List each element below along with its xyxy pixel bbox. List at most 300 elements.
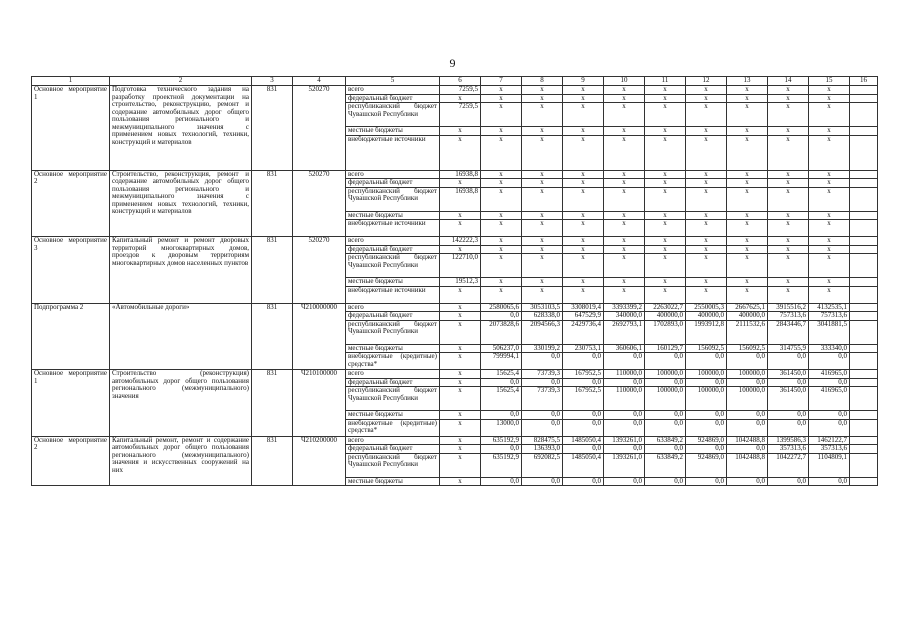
amount-cell: x: [645, 135, 686, 170]
amount-cell: x: [440, 286, 481, 303]
grbs-code-cell: 831: [252, 436, 293, 486]
amount-cell: 416965,0: [809, 387, 850, 411]
empty-cell: [850, 378, 878, 387]
amount-cell: 340000,0: [604, 312, 645, 321]
amount-cell: 0,0: [686, 378, 727, 387]
amount-cell: 400000,0: [686, 312, 727, 321]
table-row: [32, 370, 878, 379]
amount-cell: x: [686, 127, 727, 136]
amount-cell: x: [768, 179, 809, 188]
amount-cell: 100000,0: [727, 387, 768, 411]
amount-cell: x: [481, 127, 522, 136]
amount-cell: 3041881,5: [809, 320, 850, 344]
amount-cell: x: [440, 411, 481, 420]
funding-source-cell: местные бюджеты: [346, 278, 440, 287]
funding-source-cell: внебюджетные источники: [346, 135, 440, 170]
amount-cell: x: [481, 179, 522, 188]
amount-cell: 167952,5: [563, 387, 604, 411]
amount-cell: x: [563, 187, 604, 211]
funding-source-cell: республиканский бюджет Чувашской Республики: [346, 187, 440, 211]
amount-cell: 0,0: [481, 312, 522, 321]
amount-cell: x: [563, 179, 604, 188]
amount-cell: x: [563, 245, 604, 254]
event-name-cell: Капитальный ремонт и ремонт дворовых территорий многоквартирных домов, проездов к дворовым территориям многоквартирных домов населенных пунктов: [110, 237, 252, 304]
amount-cell: x: [768, 103, 809, 127]
event-name-cell: Строительство (реконструкция) автомобильных дорог общего пользования регионального (межмуниципального) значения: [110, 370, 252, 437]
amount-cell: x: [645, 286, 686, 303]
amount-cell: 160129,7: [645, 344, 686, 353]
amount-cell: 110000,0: [604, 387, 645, 411]
amount-cell: x: [645, 187, 686, 211]
amount-cell: 0,0: [522, 419, 563, 436]
amount-cell: x: [604, 245, 645, 254]
amount-cell: x: [481, 220, 522, 237]
amount-cell: x: [604, 179, 645, 188]
amount-cell: 757313,6: [809, 312, 850, 321]
column-number: 11: [645, 77, 686, 86]
amount-cell: 333340,0: [809, 344, 850, 353]
amount-cell: 633849,2: [645, 436, 686, 445]
amount-cell: x: [481, 254, 522, 278]
amount-cell: 0,0: [604, 419, 645, 436]
amount-cell: x: [727, 211, 768, 220]
amount-cell: x: [522, 254, 563, 278]
amount-cell: x: [563, 170, 604, 179]
amount-cell: x: [604, 220, 645, 237]
grbs-code-cell: 831: [252, 237, 293, 304]
amount-cell: 2111532,6: [727, 320, 768, 344]
amount-cell: 19512,3: [440, 278, 481, 287]
funding-source-cell: федеральный бюджет: [346, 312, 440, 321]
amount-cell: x: [809, 179, 850, 188]
event-name-cell: «Автомобильные дороги»: [110, 303, 252, 370]
program-status-cell: Основное мероприятие 2: [32, 170, 110, 237]
amount-cell: x: [645, 211, 686, 220]
amount-cell: x: [563, 278, 604, 287]
amount-cell: x: [440, 135, 481, 170]
amount-cell: x: [768, 187, 809, 211]
amount-cell: x: [686, 278, 727, 287]
amount-cell: x: [563, 237, 604, 246]
amount-cell: x: [604, 170, 645, 179]
amount-cell: 357313,6: [809, 445, 850, 454]
funding-source-cell: всего: [346, 170, 440, 179]
amount-cell: 0,0: [686, 353, 727, 370]
amount-cell: 400000,0: [645, 312, 686, 321]
funding-source-cell: федеральный бюджет: [346, 94, 440, 103]
amount-cell: 136393,0: [522, 445, 563, 454]
empty-cell: [850, 387, 878, 411]
funding-source-cell: республиканский бюджет Чувашской Республики: [346, 254, 440, 278]
amount-cell: x: [440, 370, 481, 379]
amount-cell: x: [440, 94, 481, 103]
amount-cell: 416965,0: [809, 370, 850, 379]
amount-cell: x: [440, 353, 481, 370]
empty-cell: [850, 445, 878, 454]
amount-cell: x: [686, 254, 727, 278]
amount-cell: 110000,0: [604, 370, 645, 379]
funding-source-cell: федеральный бюджет: [346, 179, 440, 188]
amount-cell: x: [440, 127, 481, 136]
amount-cell: x: [809, 278, 850, 287]
amount-cell: x: [481, 170, 522, 179]
amount-cell: x: [481, 94, 522, 103]
amount-cell: x: [481, 237, 522, 246]
funding-source-cell: республиканский бюджет Чувашской Республики: [346, 453, 440, 477]
amount-cell: x: [604, 237, 645, 246]
target-article-cell: 520270: [293, 86, 346, 171]
amount-cell: 0,0: [522, 411, 563, 420]
amount-cell: x: [686, 187, 727, 211]
program-status-cell: Основное мероприятие 1: [32, 370, 110, 437]
amount-cell: 628338,0: [522, 312, 563, 321]
empty-cell: [850, 187, 878, 211]
event-name-cell: Капитальный ремонт, ремонт и содержание автомобильных дорог общего пользования регионального (межмуниципального) значения и искусственных сооружений на них: [110, 436, 252, 486]
funding-source-cell: внебюджетные (кредитные) средства*: [346, 419, 440, 436]
amount-cell: x: [686, 286, 727, 303]
amount-cell: x: [809, 286, 850, 303]
amount-cell: x: [768, 211, 809, 220]
column-number: 15: [809, 77, 850, 86]
empty-cell: [850, 303, 878, 312]
target-article-cell: 520270: [293, 170, 346, 237]
amount-cell: 799994,1: [481, 353, 522, 370]
column-number: 3: [252, 77, 293, 86]
amount-cell: x: [440, 387, 481, 411]
amount-cell: 647529,9: [563, 312, 604, 321]
amount-cell: x: [768, 86, 809, 95]
amount-cell: x: [440, 179, 481, 188]
header-number-row: [32, 77, 878, 86]
amount-cell: x: [809, 187, 850, 211]
amount-cell: x: [481, 286, 522, 303]
amount-cell: 0,0: [563, 411, 604, 420]
amount-cell: 633849,2: [645, 453, 686, 477]
amount-cell: 0,0: [645, 378, 686, 387]
funding-source-cell: всего: [346, 86, 440, 95]
amount-cell: x: [768, 170, 809, 179]
amount-cell: 1399586,3: [768, 436, 809, 445]
amount-cell: x: [440, 320, 481, 344]
amount-cell: x: [768, 286, 809, 303]
amount-cell: x: [768, 245, 809, 254]
amount-cell: x: [645, 254, 686, 278]
amount-cell: x: [522, 103, 563, 127]
empty-cell: [850, 237, 878, 246]
amount-cell: x: [727, 94, 768, 103]
amount-cell: x: [604, 211, 645, 220]
table-row: [32, 86, 878, 95]
amount-cell: x: [522, 278, 563, 287]
amount-cell: 2550005,3: [686, 303, 727, 312]
amount-cell: x: [481, 187, 522, 211]
amount-cell: 357313,6: [768, 445, 809, 454]
amount-cell: x: [604, 127, 645, 136]
amount-cell: 1393261,0: [604, 453, 645, 477]
amount-cell: 2073828,6: [481, 320, 522, 344]
amount-cell: 3053103,5: [522, 303, 563, 312]
amount-cell: 15625,4: [481, 370, 522, 379]
amount-cell: x: [563, 254, 604, 278]
amount-cell: x: [686, 220, 727, 237]
column-number: 12: [686, 77, 727, 86]
program-status-cell: Основное мероприятие 2: [32, 436, 110, 486]
column-number: 8: [522, 77, 563, 86]
amount-cell: 0,0: [768, 411, 809, 420]
amount-cell: 0,0: [727, 353, 768, 370]
amount-cell: x: [645, 86, 686, 95]
amount-cell: 924869,0: [686, 453, 727, 477]
amount-cell: 0,0: [768, 419, 809, 436]
amount-cell: x: [440, 211, 481, 220]
amount-cell: 0,0: [768, 477, 809, 486]
column-number: 13: [727, 77, 768, 86]
amount-cell: x: [686, 135, 727, 170]
amount-cell: 1042272,7: [768, 453, 809, 477]
amount-cell: 0,0: [645, 419, 686, 436]
amount-cell: 0,0: [563, 378, 604, 387]
amount-cell: 3308019,4: [563, 303, 604, 312]
empty-cell: [850, 220, 878, 237]
program-status-cell: Подпрограмма 2: [32, 303, 110, 370]
empty-cell: [850, 211, 878, 220]
amount-cell: x: [440, 344, 481, 353]
amount-cell: x: [809, 211, 850, 220]
amount-cell: 1485050,4: [563, 453, 604, 477]
amount-cell: x: [563, 220, 604, 237]
amount-cell: x: [727, 245, 768, 254]
amount-cell: 506237,0: [481, 344, 522, 353]
amount-cell: 0,0: [522, 477, 563, 486]
amount-cell: 0,0: [645, 411, 686, 420]
column-number: 1: [32, 77, 110, 86]
amount-cell: x: [768, 237, 809, 246]
amount-cell: x: [645, 179, 686, 188]
amount-cell: 1702893,0: [645, 320, 686, 344]
page-number: 9: [449, 56, 456, 70]
amount-cell: 0,0: [563, 445, 604, 454]
amount-cell: 100000,0: [686, 387, 727, 411]
amount-cell: 7259,5: [440, 103, 481, 127]
amount-cell: 0,0: [481, 477, 522, 486]
amount-cell: x: [440, 419, 481, 436]
amount-cell: x: [809, 94, 850, 103]
amount-cell: 828475,5: [522, 436, 563, 445]
amount-cell: 360606,1: [604, 344, 645, 353]
amount-cell: 0,0: [727, 378, 768, 387]
amount-cell: 361450,0: [768, 387, 809, 411]
empty-cell: [850, 286, 878, 303]
amount-cell: x: [604, 103, 645, 127]
grbs-code-cell: 831: [252, 370, 293, 437]
amount-cell: x: [809, 86, 850, 95]
amount-cell: x: [604, 254, 645, 278]
amount-cell: x: [440, 436, 481, 445]
amount-cell: 122710,0: [440, 254, 481, 278]
amount-cell: x: [809, 245, 850, 254]
empty-cell: [850, 477, 878, 486]
amount-cell: 4132535,1: [809, 303, 850, 312]
amount-cell: x: [563, 86, 604, 95]
amount-cell: 0,0: [604, 411, 645, 420]
amount-cell: x: [481, 103, 522, 127]
amount-cell: x: [727, 286, 768, 303]
amount-cell: x: [645, 278, 686, 287]
empty-cell: [850, 453, 878, 477]
funding-source-cell: федеральный бюджет: [346, 445, 440, 454]
amount-cell: 15625,4: [481, 387, 522, 411]
program-status-cell: Основное мероприятие 3: [32, 237, 110, 304]
column-number: 4: [293, 77, 346, 86]
amount-cell: 73739,3: [522, 387, 563, 411]
funding-source-cell: республиканский бюджет Чувашской Республики: [346, 103, 440, 127]
amount-cell: x: [809, 254, 850, 278]
amount-cell: 167952,5: [563, 370, 604, 379]
column-number: 6: [440, 77, 481, 86]
target-article-cell: Ч210100000: [293, 370, 346, 437]
amount-cell: 0,0: [645, 477, 686, 486]
amount-cell: 100000,0: [645, 387, 686, 411]
amount-cell: 0,0: [522, 353, 563, 370]
amount-cell: x: [440, 453, 481, 477]
funding-source-cell: всего: [346, 370, 440, 379]
amount-cell: 0,0: [481, 445, 522, 454]
grbs-code-cell: 831: [252, 86, 293, 171]
amount-cell: x: [522, 220, 563, 237]
amount-cell: 1485050,4: [563, 436, 604, 445]
amount-cell: x: [604, 135, 645, 170]
amount-cell: 1993912,8: [686, 320, 727, 344]
amount-cell: x: [809, 170, 850, 179]
amount-cell: x: [481, 245, 522, 254]
column-number: 2: [110, 77, 252, 86]
target-article-cell: 520270: [293, 237, 346, 304]
amount-cell: 3393399,2: [604, 303, 645, 312]
funding-source-cell: республиканский бюджет Чувашской Республики: [346, 387, 440, 411]
amount-cell: x: [727, 237, 768, 246]
amount-cell: 7259,5: [440, 86, 481, 95]
amount-cell: x: [481, 211, 522, 220]
event-name-cell: Строительство, реконструкция, ремонт и содержание автомобильных дорог общего пользования регионального и межмуниципального значения с применением новых технологий, техники, конструкций и материалов: [110, 170, 252, 237]
amount-cell: 0,0: [645, 445, 686, 454]
amount-cell: x: [522, 286, 563, 303]
amount-cell: x: [727, 278, 768, 287]
amount-cell: x: [481, 278, 522, 287]
table-row: [32, 436, 878, 445]
amount-cell: x: [563, 94, 604, 103]
amount-cell: 0,0: [604, 353, 645, 370]
amount-cell: 16938,8: [440, 187, 481, 211]
empty-cell: [850, 127, 878, 136]
amount-cell: x: [768, 254, 809, 278]
column-number: 9: [563, 77, 604, 86]
funding-source-cell: внебюджетные источники: [346, 286, 440, 303]
empty-cell: [850, 94, 878, 103]
amount-cell: 1393261,0: [604, 436, 645, 445]
funding-source-cell: местные бюджеты: [346, 344, 440, 353]
funding-source-cell: местные бюджеты: [346, 411, 440, 420]
amount-cell: 0,0: [727, 445, 768, 454]
empty-cell: [850, 135, 878, 170]
amount-cell: x: [686, 86, 727, 95]
amount-cell: 0,0: [809, 378, 850, 387]
grbs-code-cell: 831: [252, 170, 293, 237]
empty-cell: [850, 179, 878, 188]
grbs-code-cell: 831: [252, 303, 293, 370]
funding-source-cell: местные бюджеты: [346, 211, 440, 220]
amount-cell: 2580065,6: [481, 303, 522, 312]
empty-cell: [850, 370, 878, 379]
amount-cell: x: [645, 170, 686, 179]
amount-cell: x: [809, 220, 850, 237]
amount-cell: x: [768, 278, 809, 287]
amount-cell: 0,0: [768, 353, 809, 370]
funding-source-cell: федеральный бюджет: [346, 378, 440, 387]
amount-cell: 0,0: [686, 411, 727, 420]
amount-cell: 314755,9: [768, 344, 809, 353]
amount-cell: x: [522, 170, 563, 179]
amount-cell: x: [604, 86, 645, 95]
amount-cell: x: [809, 135, 850, 170]
amount-cell: 3915516,2: [768, 303, 809, 312]
amount-cell: 330199,2: [522, 344, 563, 353]
amount-cell: x: [563, 135, 604, 170]
amount-cell: x: [686, 94, 727, 103]
budget-table: [31, 76, 878, 486]
target-article-cell: Ч210000000: [293, 303, 346, 370]
amount-cell: 2667625,1: [727, 303, 768, 312]
amount-cell: x: [604, 278, 645, 287]
amount-cell: 0,0: [686, 477, 727, 486]
amount-cell: 156092,5: [727, 344, 768, 353]
amount-cell: 0,0: [727, 411, 768, 420]
amount-cell: 2263022,7: [645, 303, 686, 312]
amount-cell: 635192,9: [481, 436, 522, 445]
amount-cell: x: [645, 103, 686, 127]
amount-cell: 73739,3: [522, 370, 563, 379]
amount-cell: 0,0: [768, 378, 809, 387]
amount-cell: 1042488,8: [727, 453, 768, 477]
amount-cell: 1104809,1: [809, 453, 850, 477]
event-name-cell: Подготовка технического задания на разработку проектной документации на строительство, реконструкцию, ремонт и содержание автомобильных дорог общего пользования регионального и межмуниципального значения с применением новых технологий, техники, конструкций и материалов: [110, 86, 252, 171]
amount-cell: 0,0: [563, 353, 604, 370]
amount-cell: 2094566,3: [522, 320, 563, 344]
amount-cell: 0,0: [686, 419, 727, 436]
table-row: [32, 303, 878, 312]
amount-cell: x: [604, 94, 645, 103]
amount-cell: 635192,9: [481, 453, 522, 477]
amount-cell: 0,0: [522, 378, 563, 387]
amount-cell: x: [522, 179, 563, 188]
amount-cell: x: [686, 211, 727, 220]
amount-cell: 361450,0: [768, 370, 809, 379]
amount-cell: x: [727, 179, 768, 188]
amount-cell: x: [522, 237, 563, 246]
amount-cell: 757313,6: [768, 312, 809, 321]
target-article-cell: Ч210200000: [293, 436, 346, 486]
amount-cell: 0,0: [809, 353, 850, 370]
amount-cell: 0,0: [563, 419, 604, 436]
amount-cell: x: [604, 187, 645, 211]
empty-cell: [850, 320, 878, 344]
column-number: 14: [768, 77, 809, 86]
amount-cell: 0,0: [686, 445, 727, 454]
empty-cell: [850, 353, 878, 370]
amount-cell: x: [440, 477, 481, 486]
amount-cell: 0,0: [809, 477, 850, 486]
funding-source-cell: республиканский бюджет Чувашской Республики: [346, 320, 440, 344]
amount-cell: x: [481, 135, 522, 170]
